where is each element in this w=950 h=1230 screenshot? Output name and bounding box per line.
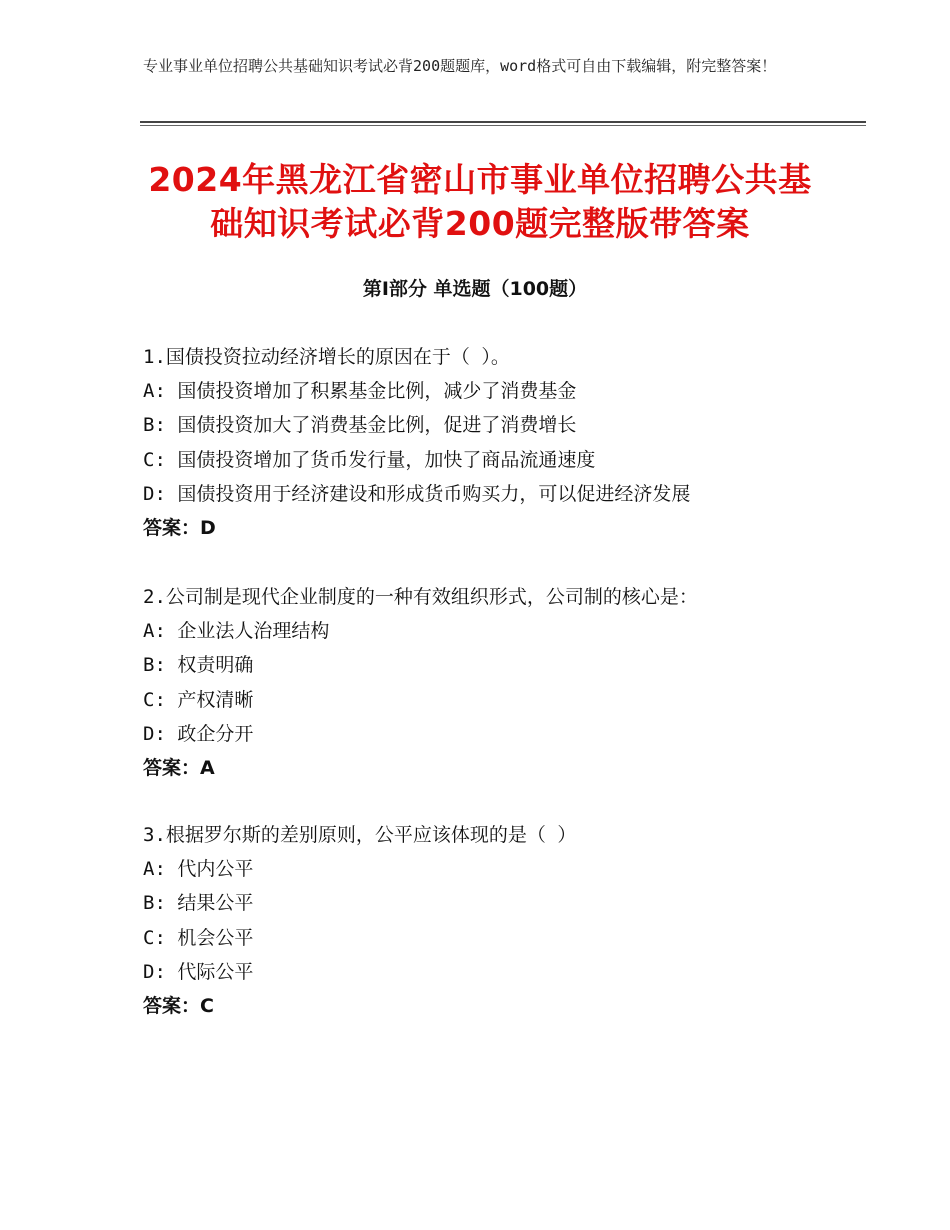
option-b: B: 国债投资加大了消费基金比例，促进了消费增长	[143, 414, 577, 437]
question-stem: 3.根据罗尔斯的差别原则，公平应该体现的是（ ）	[143, 824, 577, 846]
question-1	[143, 340, 863, 545]
option-a: A: 企业法人治理结构	[143, 620, 330, 643]
question-stem: 2.公司制是现代企业制度的一种有效组织形式，公司制的核心是：	[143, 586, 698, 608]
question-3	[143, 818, 863, 1023]
option-b: B: 结果公平	[143, 892, 254, 915]
option-d: D: 代际公平	[143, 960, 254, 983]
option-a: A: 国债投资增加了积累基金比例，减少了消费基金	[143, 380, 577, 403]
option-d: D: 政企分开	[143, 722, 254, 745]
document-title	[120, 158, 840, 246]
answer-line: 答案：D	[143, 516, 216, 539]
header-note: 专业事业单位招聘公共基础知识考试必背200题题库，word格式可自由下载编辑，附完整答案！	[143, 57, 777, 75]
header-rule-thin	[140, 125, 866, 126]
option-b: B: 权责明确	[143, 654, 254, 677]
question-2	[143, 580, 863, 785]
option-d: D: 国债投资用于经济建设和形成货币购买力，可以促进经济发展	[143, 482, 691, 505]
option-c: C: 产权清晰	[143, 688, 254, 711]
document-title-line-1: 2024年黑龙江省密山市事业单位招聘公共基	[148, 160, 812, 199]
document-title-line-2: 础知识考试必背200题完整版带答案	[210, 204, 750, 243]
question-stem: 1.国债投资拉动经济增长的原因在于（ ）。	[143, 346, 510, 368]
section-title: 第Ⅰ部分 单选题（100题）	[362, 278, 588, 300]
option-c: C: 国债投资增加了货币发行量，加快了商品流通速度	[143, 448, 596, 471]
option-c: C: 机会公平	[143, 926, 254, 949]
answer-line: 答案：A	[143, 756, 215, 779]
header-rule-thick	[140, 121, 866, 123]
answer-line: 答案：C	[143, 994, 214, 1017]
option-a: A: 代内公平	[143, 858, 254, 881]
